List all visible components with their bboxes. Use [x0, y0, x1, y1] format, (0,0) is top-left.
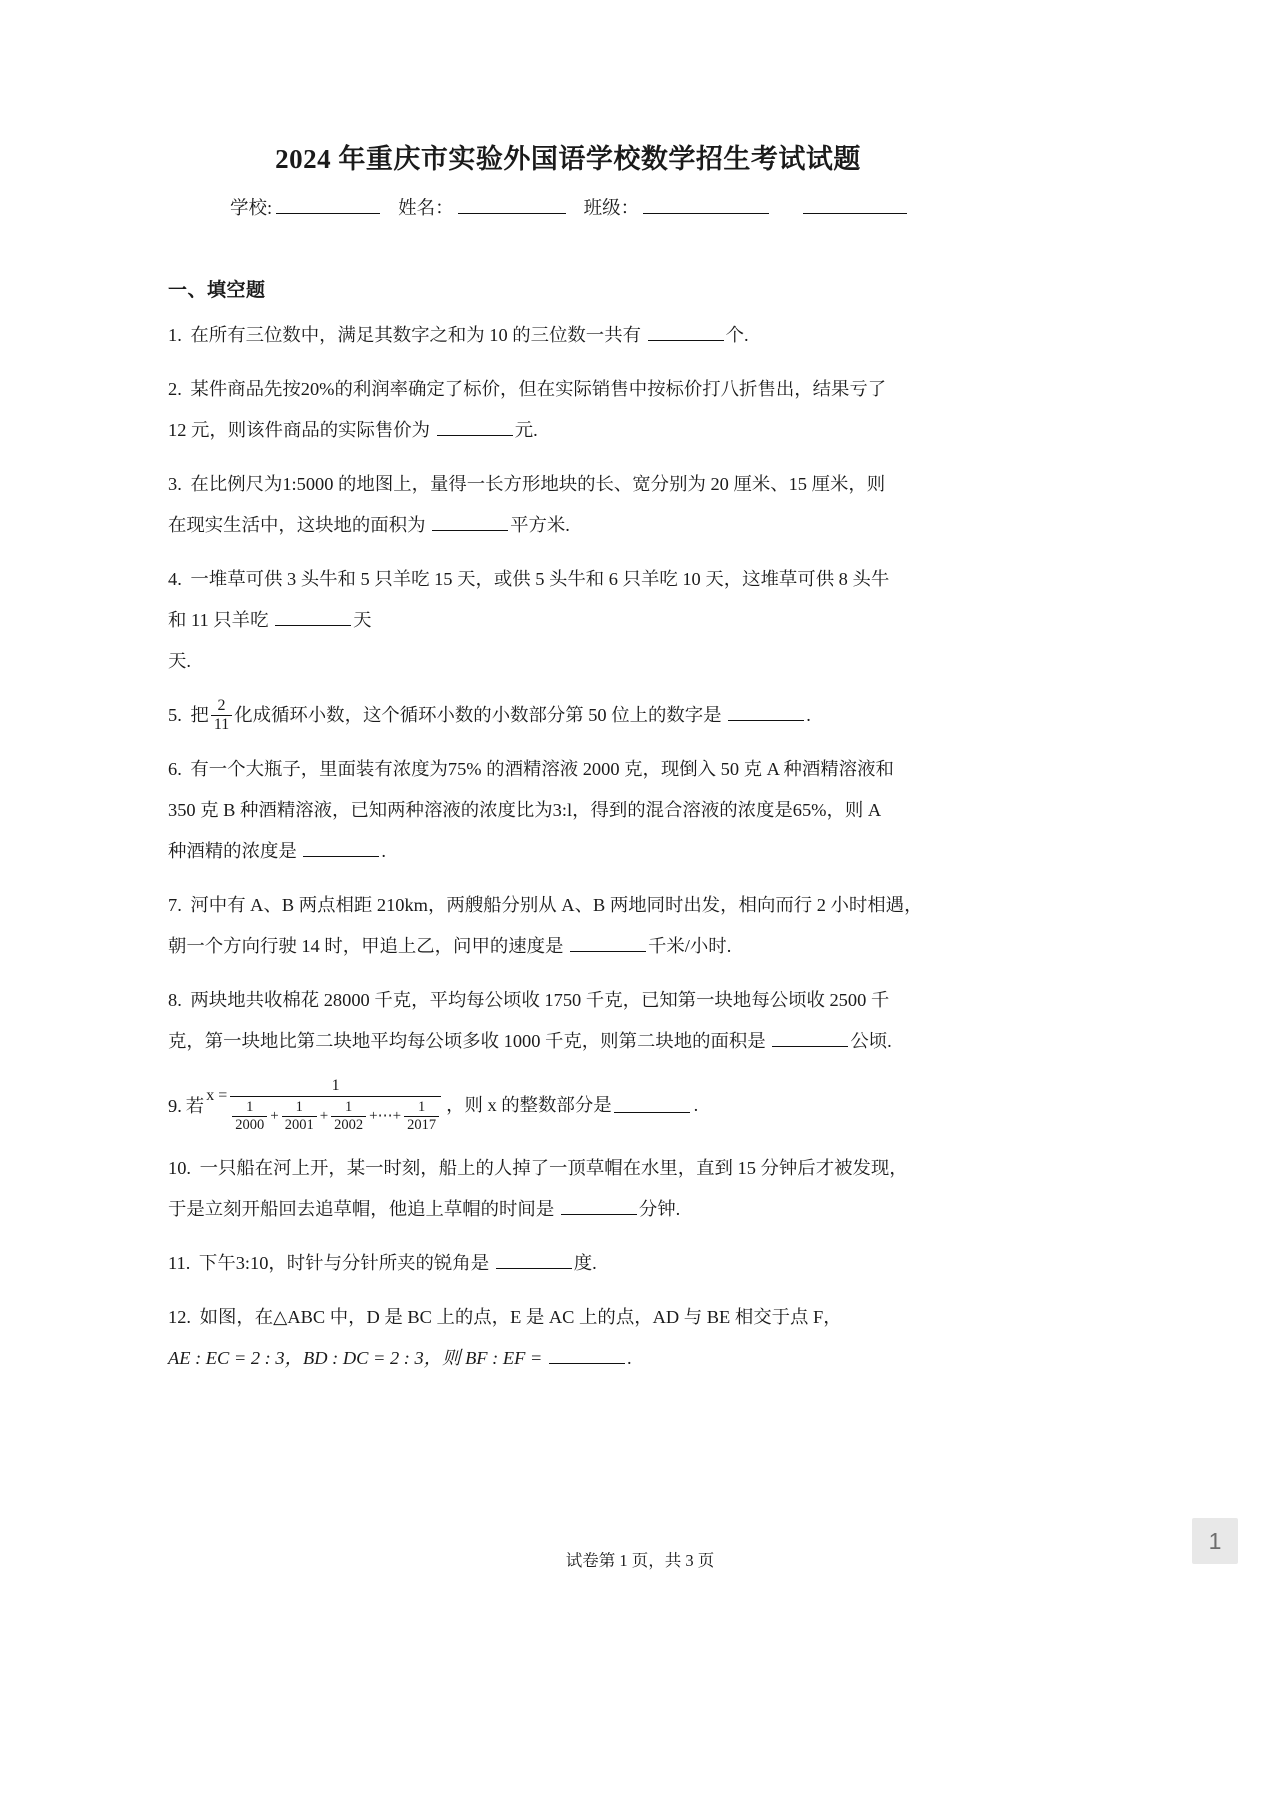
answer-blank[interactable] — [275, 610, 351, 626]
question-4 — [168, 559, 968, 682]
variable-x-equals: x = — [206, 1086, 228, 1104]
answer-blank[interactable] — [437, 420, 513, 436]
question-line-2 — [168, 1021, 968, 1062]
question-number: 1. — [168, 325, 182, 346]
question-text: 下午3:10，时针与分针所夹的锐角是 — [198, 1252, 490, 1273]
question-number: 2. — [168, 379, 182, 400]
question-tail: . — [381, 841, 386, 862]
section-heading-fill-in-blanks: 一、填空题 — [168, 280, 266, 302]
term-fraction-2 — [282, 1099, 317, 1132]
fraction-denominator: 11 — [211, 715, 232, 734]
question-text: 一只船在河上开，某一时刻，船上的人掉了一顶草帽在水里，直到 15 分钟后才被发现， — [199, 1157, 908, 1178]
ellipsis-operator: +⋯+ — [369, 1108, 402, 1125]
question-unit: 千米/小时. — [648, 936, 732, 957]
fraction-numerator: 1 — [246, 1099, 254, 1116]
question-number: 12. — [168, 1306, 191, 1327]
question-text-cont: 于是立刻开船回去追草帽，他追上草帽的时间是 — [168, 1198, 555, 1219]
question-line-2: 350 克 B 种酒精溶液，已知两种溶液的浓度比为3:l，得到的混合溶液的浓度是65%，则 A — [168, 800, 882, 821]
fraction-2-over-11 — [211, 697, 232, 734]
question-10 — [168, 1148, 968, 1230]
name-label: 姓名： — [398, 199, 454, 220]
nested-fraction-numerator: 1 — [331, 1077, 340, 1095]
question-text-cont: 种酒精的浓度是 — [168, 841, 297, 862]
question-unit: 度. — [573, 1252, 597, 1273]
question-line-2 — [168, 505, 968, 546]
nested-fraction-denominator — [230, 1097, 441, 1132]
answer-blank[interactable] — [561, 1199, 637, 1215]
fraction-numerator: 1 — [295, 1099, 303, 1116]
question-3 — [168, 464, 968, 546]
answer-blank[interactable] — [648, 325, 724, 341]
question-text-cont: 朝一个方向行驶 14 时，甲追上乙，问甲的速度是 — [168, 936, 564, 957]
question-2 — [168, 369, 968, 451]
question-8 — [168, 980, 968, 1062]
answer-blank[interactable] — [614, 1097, 690, 1113]
question-tail: . — [806, 705, 811, 726]
question-text: 两块地共收棉花 28000 千克，平均每公顷收 1750 千克，已知第一块地每公顷收 2500 千 — [190, 990, 890, 1011]
question-text-suffix: ，则 x 的整数部分是 — [446, 1095, 612, 1116]
question-number: 10. — [168, 1157, 191, 1178]
question-text-prefix: 若 — [185, 1096, 205, 1117]
student-info-header — [168, 194, 968, 220]
page-content — [168, 0, 968, 1379]
fraction-numerator: 2 — [217, 697, 226, 715]
fraction-denominator: 2000 — [232, 1116, 267, 1133]
plus-operator: + — [270, 1108, 279, 1125]
term-fraction-last — [404, 1099, 439, 1132]
class-input-blank[interactable] — [643, 196, 769, 214]
question-12 — [168, 1297, 968, 1379]
question-text: 有一个大瓶子，里面装有浓度为75% 的酒精溶液 2000 克，现倒入 50 克 A 种酒精溶液和 — [190, 759, 894, 780]
question-6 — [168, 749, 968, 872]
school-label: 学校: — [230, 199, 273, 220]
question-number: 7. — [168, 895, 182, 916]
fraction-denominator: 2017 — [404, 1116, 439, 1133]
question-number: 11. — [168, 1252, 191, 1273]
answer-blank[interactable] — [772, 1031, 848, 1047]
question-text-cont: 12 元，则该件商品的实际售价为 — [168, 420, 431, 441]
plus-operator: + — [319, 1108, 329, 1125]
class-label: 班级： — [583, 199, 640, 220]
answer-blank[interactable] — [549, 1348, 625, 1364]
question-text-cont: AE : EC = 2 : 3，BD : DC = 2 : 3，则 BF : EF = — [168, 1347, 543, 1368]
page-footer: 试卷第 1 页，共 3 页 — [565, 1551, 715, 1570]
question-text-cont: 克，第一块地比第二块地平均每公顷多收 1000 千克，则第二块地的面积是 — [168, 1031, 766, 1052]
extra-input-blank[interactable] — [803, 196, 907, 214]
question-text: 在所有三位数中，满足其数字之和为 10 的三位数一共有 — [190, 325, 641, 346]
question-number: 3. — [168, 474, 182, 495]
page-title: 2024 年重庆市实验外国语学校数学招生考试试题 — [275, 144, 861, 174]
answer-blank[interactable] — [496, 1253, 572, 1269]
question-text-cont: 和 11 只羊吃 — [168, 610, 269, 631]
question-text: 某件商品先按20%的利润率确定了标价，但在实际销售中按标价打八折售出，结果亏了 — [190, 379, 887, 400]
question-number: 4. — [168, 569, 182, 590]
question-11 — [168, 1243, 968, 1284]
answer-blank[interactable] — [570, 936, 646, 952]
question-line-2 — [168, 600, 968, 641]
question-text-cont: 在现实生活中，这块地的面积为 — [168, 515, 426, 536]
question-unit: 个. — [725, 325, 749, 346]
school-input-blank[interactable] — [276, 196, 380, 214]
question-unit: 天 — [353, 610, 372, 631]
question-text-prefix: 把 — [190, 705, 209, 726]
question-1 — [168, 315, 968, 356]
fraction-numerator: 1 — [417, 1099, 426, 1116]
question-9 — [168, 1078, 968, 1135]
name-input-blank[interactable] — [458, 196, 566, 214]
fraction-denominator: 2001 — [282, 1116, 317, 1133]
question-tail: . — [693, 1095, 699, 1116]
question-number: 5. — [168, 705, 182, 726]
nested-fraction — [230, 1076, 441, 1133]
question-text: 河中有 A、B 两点相距 210km，两艘船分别从 A、B 两地同时出发，相向而行 2 小时相遇， — [190, 895, 923, 916]
question-unit: 元. — [514, 420, 538, 441]
question-number: 8. — [168, 990, 182, 1011]
question-line-3 — [168, 831, 968, 872]
question-tail: . — [626, 1347, 632, 1368]
question-line-2 — [168, 410, 968, 451]
question-unit: 公顷. — [850, 1031, 892, 1052]
fraction-numerator: 1 — [345, 1099, 353, 1116]
answer-blank[interactable] — [728, 705, 804, 721]
question-line-2 — [168, 1338, 968, 1379]
question-number: 9. — [168, 1096, 182, 1117]
question-number: 6. — [168, 759, 182, 780]
question-text: 如图，在△ABC 中，D 是 BC 上的点，E 是 AC 上的点，AD 与 BE 相交于点 F， — [199, 1306, 842, 1327]
question-line-2 — [168, 1189, 968, 1230]
question-text-suffix: 化成循环小数，这个循环小数的小数部分第 50 位上的数字是 — [234, 705, 722, 726]
question-text: 一堆草可供 3 头牛和 5 只羊吃 15 天，或供 5 头牛和 6 只羊吃 10 天，这堆草可供 8 头牛 — [190, 569, 890, 590]
term-fraction-3 — [331, 1099, 366, 1132]
question-unit: 平方米. — [510, 515, 570, 536]
answer-blank[interactable] — [303, 841, 379, 857]
term-fraction-1 — [232, 1099, 267, 1132]
question-5 — [168, 695, 968, 736]
question-line-2 — [168, 926, 968, 967]
question-text: 在比例尺为1:5000 的地图上，量得一长方形地块的长、宽分别为 20 厘米、15 厘米，则 — [190, 474, 886, 495]
fraction-denominator: 2002 — [331, 1116, 366, 1133]
question-unit: 分钟. — [638, 1198, 681, 1219]
question-7 — [168, 885, 968, 967]
question-line-3: 天. — [168, 651, 191, 672]
answer-blank[interactable] — [432, 515, 508, 531]
page-number-badge: 1 — [1192, 1518, 1238, 1564]
